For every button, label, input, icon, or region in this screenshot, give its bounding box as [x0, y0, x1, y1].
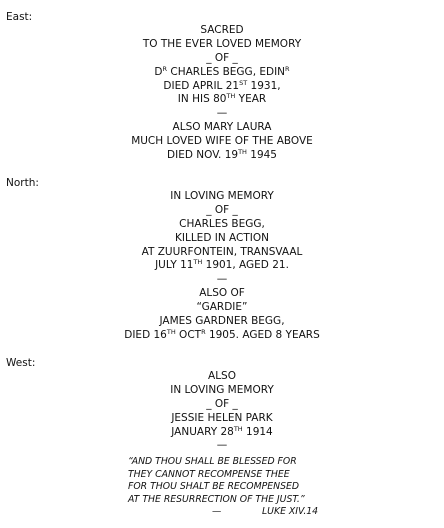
inscription-line	[0, 204, 444, 218]
ordinal-superscript: TH	[166, 327, 176, 336]
inscription-text: YEAR	[235, 93, 267, 106]
north-inscription	[0, 190, 444, 343]
inscription-text: IN LOVING MEMORY	[170, 383, 274, 396]
inscription-text: 1945	[246, 149, 277, 162]
inscription-line	[0, 93, 444, 107]
inscription-text: TO THE EVER LOVED MEMORY	[142, 37, 302, 50]
inscription-text: MUCH LOVED WIFE OF THE ABOVE	[131, 135, 313, 148]
inscription-text: SACRED	[200, 24, 244, 36]
citation-dash: —	[212, 506, 222, 518]
inscription-text: IN LOVING MEMORY	[170, 190, 274, 202]
inscription-text: _ OF _	[206, 203, 238, 216]
west-verse	[128, 456, 378, 519]
verse-line: “AND THOU SHALL BE BLESSED FOR	[128, 456, 297, 467]
inscription-line	[0, 273, 444, 287]
inscription-line	[0, 246, 444, 260]
inscription-text: JESSIE HELEN PARK	[171, 411, 273, 424]
inscription-text: ALSO MARY LAURA	[172, 121, 272, 134]
inscription-line	[0, 38, 444, 52]
ordinal-superscript: TH	[193, 258, 203, 267]
verse-citation-line	[128, 506, 378, 519]
inscription-text: CHARLES BEGG, EDIN	[167, 65, 286, 78]
inscription-text: OCT	[175, 328, 202, 341]
inscription-line	[0, 398, 444, 412]
inscription-line	[0, 24, 444, 38]
inscription-line	[0, 218, 444, 232]
west-face-label: West:	[6, 357, 36, 369]
inscription-line	[0, 370, 444, 384]
inscription-line	[0, 412, 444, 426]
inscription-text: 1901, AGED 21.	[202, 259, 289, 272]
inscription-line	[0, 287, 444, 301]
verse-line: THEY CANNOT RECOMPENSE THEE	[128, 468, 290, 480]
verse-line: AT THE RESURRECTION OF THE JUST.”	[128, 493, 305, 505]
inscription-text: ALSO OF	[199, 287, 245, 300]
north-face-label: North:	[6, 177, 39, 189]
east-face-label: East:	[6, 11, 33, 23]
inscription-line	[0, 52, 444, 66]
ordinal-superscript: TH	[226, 92, 236, 101]
west-inscription	[0, 370, 444, 453]
inscription-text: —	[216, 439, 228, 452]
inscription-text: DIED APRIL 21	[163, 79, 240, 92]
ordinal-superscript: R	[162, 64, 168, 73]
east-inscription	[0, 24, 444, 163]
inscription-line	[0, 107, 444, 121]
inscription-text: AT ZUURFONTEIN, TRANSVAAL	[141, 245, 303, 258]
inscription-text: JAMES GARDNER BEGG,	[159, 315, 285, 328]
inscription-text: DIED NOV. 19	[167, 149, 239, 162]
inscription-line	[0, 329, 444, 343]
inscription-text: CHARLES BEGG,	[179, 217, 265, 230]
inscription-line	[0, 66, 444, 80]
inscription-text: 1931,	[247, 79, 281, 92]
inscription-text: _ OF _	[206, 397, 238, 410]
inscription-text: JULY 11	[155, 259, 194, 272]
inscription-text: ALSO	[208, 370, 236, 382]
inscription-text: D	[154, 65, 163, 78]
inscription-line	[0, 232, 444, 246]
ordinal-superscript: R	[285, 64, 290, 73]
inscription-line	[0, 135, 444, 149]
ordinal-superscript: TH	[238, 148, 247, 157]
ordinal-superscript: ST	[239, 78, 248, 87]
inscription-line	[0, 80, 444, 94]
verse-citation: LUKE XIV.14	[262, 506, 319, 518]
inscription-line	[0, 384, 444, 398]
inscription-line	[0, 315, 444, 329]
inscription-text: _ OF _	[206, 51, 238, 64]
inscription-text: KILLED IN ACTION	[175, 231, 269, 244]
inscription-line	[0, 121, 444, 135]
inscription-line	[0, 190, 444, 204]
inscription-text: JANUARY 28	[171, 425, 234, 438]
inscription-text: DIED 16	[124, 328, 167, 341]
inscription-line	[0, 149, 444, 163]
inscription-line	[0, 259, 444, 273]
inscription-line	[0, 426, 444, 440]
ordinal-superscript: R	[201, 327, 206, 336]
inscription-text: “GARDIE”	[196, 301, 248, 314]
inscription-line	[0, 439, 444, 453]
inscription-text: —	[216, 107, 228, 120]
inscription-text: —	[216, 273, 228, 286]
verse-line: FOR THOU SHALT BE RECOMPENSED	[128, 481, 300, 493]
inscription-line	[0, 301, 444, 315]
inscription-text: 1905. AGED 8 YEARS	[205, 328, 320, 341]
ordinal-superscript: TH	[233, 424, 243, 433]
inscription-text: IN HIS 80	[177, 93, 227, 106]
inscription-text: 1914	[242, 425, 273, 438]
